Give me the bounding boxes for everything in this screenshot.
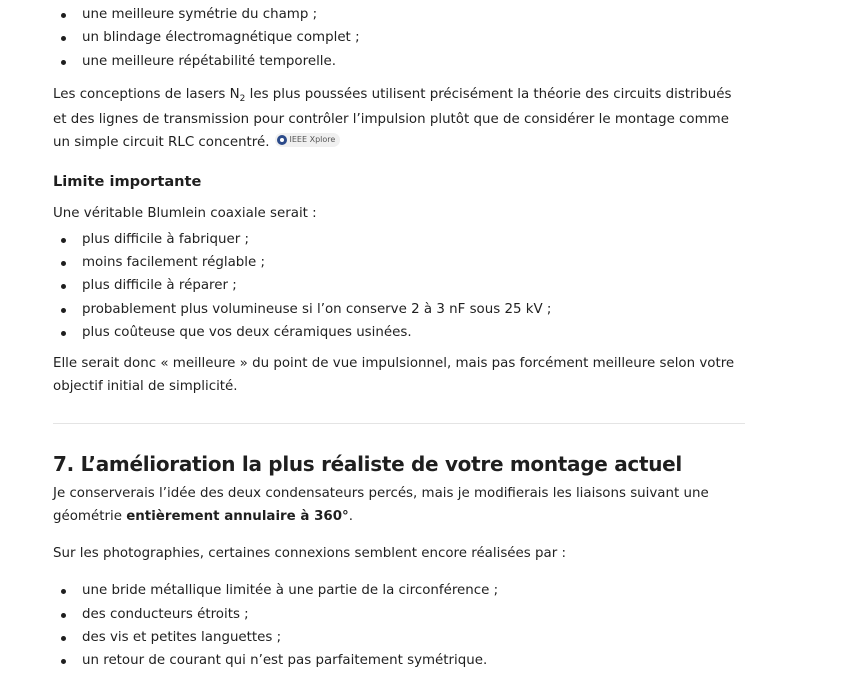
- paragraph-lasers-text-1: Les conceptions de lasers N: [53, 86, 240, 102]
- paragraph-lasers-text-2: les plus poussées utilisent précisément la théorie des circuits distribués et des lignes de transmission pour contrôler l’impulsion plutôt que de considérer le montage comme un simple circuit RLC concentré.: [53, 86, 732, 150]
- section-7-title: 7. L’amélioration la plus réaliste de votre montage actuel: [53, 452, 682, 477]
- list-item: une meilleure répétabilité temporelle.: [53, 50, 745, 73]
- list-item: plus difficile à fabriquer ;: [53, 228, 745, 251]
- list-item: plus difficile à réparer ;: [53, 274, 745, 297]
- photos-connections-list: [53, 579, 745, 672]
- advantages-list: [53, 3, 745, 73]
- list-item: une meilleure symétrie du champ ;: [53, 3, 745, 26]
- list-item: plus coûteuse que vos deux céramiques usinées.: [53, 321, 745, 344]
- ieee-icon: [277, 135, 287, 145]
- bold-annulaire: entièrement annulaire à 360°: [126, 509, 349, 525]
- subscript-2: 2: [239, 93, 246, 104]
- paragraph-lasers: [53, 83, 745, 154]
- paragraph-section-7: [53, 482, 745, 528]
- document-body: [53, 0, 745, 673]
- list-item: des vis et petites languettes ;: [53, 626, 745, 649]
- paragraph-blumlein: Une véritable Blumlein coaxiale serait :: [53, 205, 317, 221]
- blumlein-drawbacks-list: [53, 228, 745, 344]
- heading-limite-importante: Limite importante: [53, 172, 202, 190]
- list-item: des conducteurs étroits ;: [53, 603, 745, 626]
- section-divider: [53, 423, 745, 424]
- source-citation-chip[interactable]: [275, 133, 341, 147]
- list-item: un blindage électromagnétique complet ;: [53, 26, 745, 49]
- paragraph-conclusion: Elle serait donc « meilleure » du point de vue impulsionnel, mais pas forcément meilleure selon votre objectif initial de simplicité.: [53, 356, 735, 395]
- paragraph-section-7-end: .: [348, 509, 354, 525]
- list-item: moins facilement réglable ;: [53, 251, 745, 274]
- paragraph-section-7-text: Je conserverais l’idée des deux condensateurs percés, mais je modifierais les liaisons suivant une géométrie: [53, 486, 709, 525]
- list-item: un retour de courant qui n’est pas parfaitement symétrique.: [53, 649, 745, 672]
- paragraph-photos: Sur les photographies, certaines connexions semblent encore réalisées par :: [53, 546, 566, 562]
- list-item: probablement plus volumineuse si l’on conserve 2 à 3 nF sous 25 kV ;: [53, 298, 745, 321]
- source-chip-label: IEEE Xplore: [289, 134, 336, 144]
- list-item: une bride métallique limitée à une partie de la circonférence ;: [53, 579, 745, 602]
